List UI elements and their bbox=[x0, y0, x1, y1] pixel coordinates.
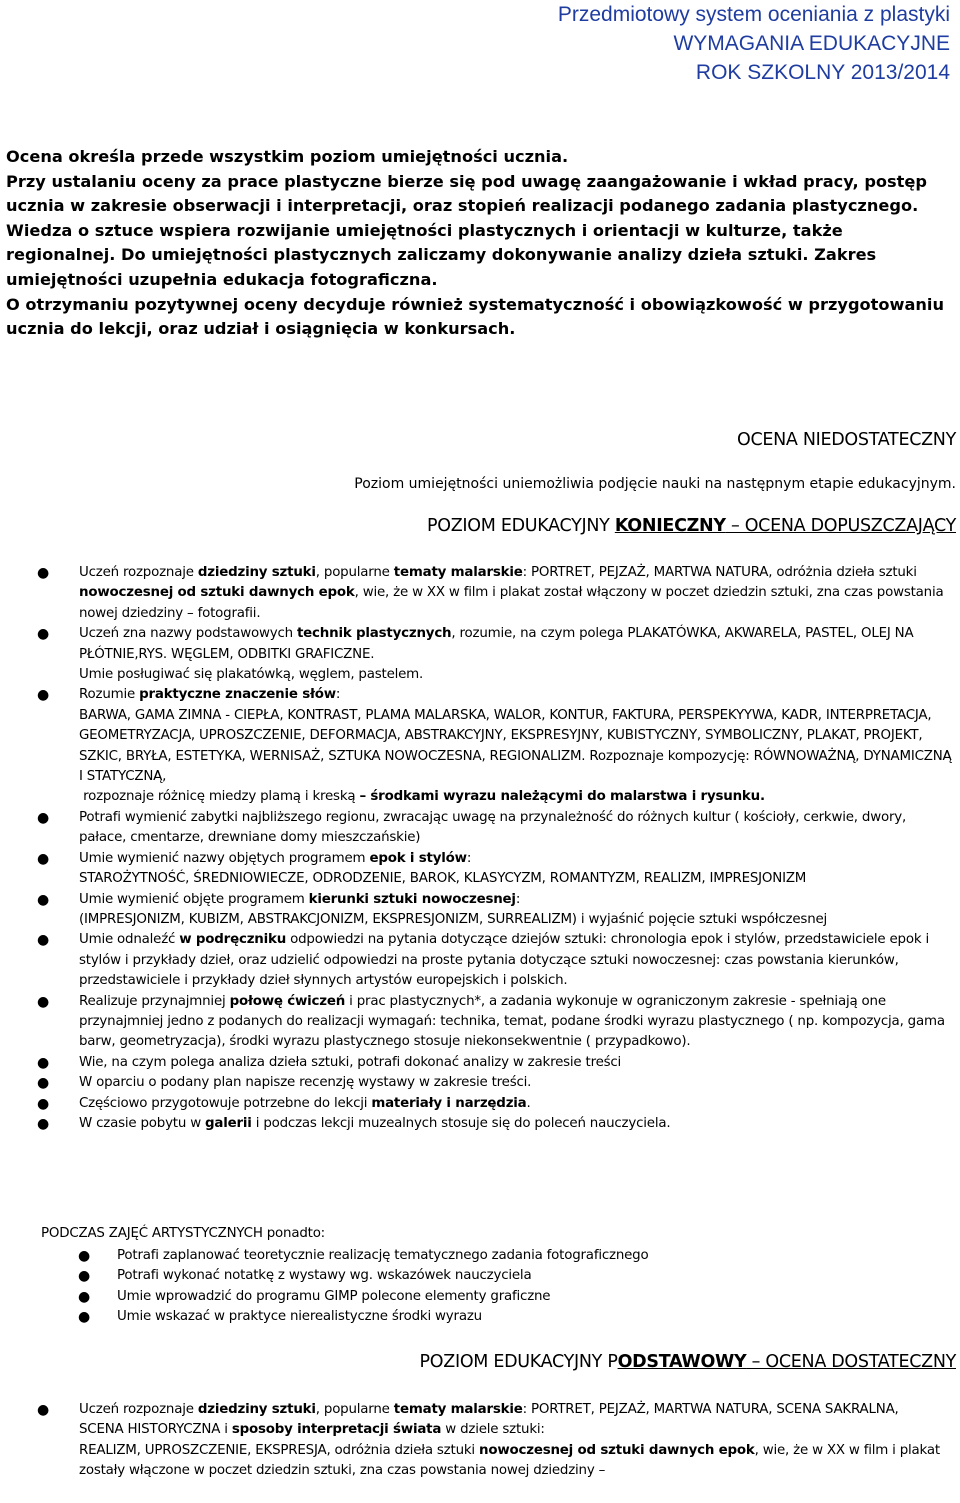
bullet-icon: ● bbox=[37, 687, 50, 704]
bullet-icon: ● bbox=[37, 1402, 50, 1418]
section-heading-niedostateczny: OCENA NIEDOSTATECZNY bbox=[736, 430, 956, 450]
list-item: ● Umie odnaleźć w podręczniku odpowiedzi na pytania dotyczące dziejów sztuki: chronologia epok i stylów, przedstawiciele epok i stylów i przykłady dzieł, oraz udzielić odpowiedzi na proste pytania dotyczące sztuki nowoczesnej: czas powstania kierunków, przedstawiciele i przykłady dzieł słynnych artystów europejskich i polskich. bbox=[37, 932, 929, 989]
list-item: ● Umie wymienić nazwy objętych programem epok i stylów: STAROŻYTNOŚĆ, ŚREDNIOWIECZE, ODRODZENIE, BAROK, KLASYCYZM, ROMANTYZM, REALIZM, IMPRESJONIZM bbox=[37, 850, 807, 887]
header-school-year: ROK SZKOLNY 2013/2014 bbox=[695, 61, 950, 84]
list-item: ● Częściowo przygotowuje potrzebne do lekcji materiały i narzędzia. bbox=[0, 1094, 960, 1114]
intro-paragraph: Ocena określa przede wszystkim poziom umiejętności ucznia. bbox=[6, 147, 569, 166]
list-item: ● W oparciu o podany plan napisze recenzję wystawy w zakresie treści. bbox=[0, 1073, 960, 1093]
list-item: ● Uczeń zna nazwy podstawowych technik plastycznych, rozumie, na czym polega PLAKATÓWKA, AKWARELA, PASTEL, OLEJ NA PŁÓTNIE,RYS. WĘGLEM, ODBITKI GRAFICZNE. Umie posługiwać się plakatówką, węglem, pastelem. bbox=[37, 626, 914, 683]
list-item: ● Umie wymienić objęte programem kierunki sztuki nowoczesnej: (IMPRESJONIZM, KUBIZM, ABSTRAKCJONIZM, EKSPRESJONIZM, SURREALIZM) i wyjaśnić pojęcie sztuki współczesnej bbox=[37, 891, 828, 927]
list-item: ● Umie wskazać w praktyce nierealistyczne środki wyrazu bbox=[0, 1307, 960, 1327]
artistic-classes-list bbox=[0, 1246, 960, 1328]
header-title: Przedmiotowy system oceniania z plastyki bbox=[557, 3, 950, 26]
bullet-icon: ● bbox=[37, 850, 50, 867]
list-item: ● Realizuje przynajmniej połowę ćwiczeń i prac plastycznych*, a zadania wykonuje w ograniczonym zakresie - spełniają one przynajmniej jedno z podanych do realizacji wymagań: technika, temat, podane środki wyrazu plastycznego ( np. kompozycja, gama barw, geometryzacja), środki wyrazu plastycznego stosuje niekonsekwentnie ( przypadkowo). bbox=[37, 993, 945, 1050]
bullet-icon: ● bbox=[37, 1095, 50, 1112]
bullet-icon: ● bbox=[37, 891, 50, 908]
intro-section bbox=[6, 145, 956, 342]
list-item: ● Rozumie praktyczne znaczenie słów: BARWA, GAMA ZIMNA - CIEPŁA, KONTRAST, PLAMA MALARSKA, WALOR, KONTUR, FAKTURA, PERSPEKYYWA, KADR, INTERPRETACJA, GEOMETRYZACJA, UPROSZCZENIE, DEFORMACJA, ABSTRAKCYJNY, EKSPRESYJNY, KUBISTYCZNY, SYMBOLICZNY, PLAKAT, PROJEKT, SZKIC, BRYŁA, ESTETYKA, WERNISAŻ, SZTUKA NOWOCZESNA, REGIONALIZM. Rozpoznaje kompozycję: RÓWNOWAŻNĄ, DYNAMICZNĄ I STATYCZNĄ, rozpoznaje różnicę miedzy plamą i kreską – środkami wyrazu należącymi do malarstwa i rysunku. bbox=[37, 687, 952, 805]
bullet-icon: ● bbox=[78, 1248, 91, 1264]
list-item: ● W czasie pobytu w galerii i podczas lekcji muzealnych stosuje się do poleceń nauczyciela. bbox=[0, 1114, 960, 1134]
intro-paragraph: O otrzymaniu pozytywnej oceny decyduje również systematyczność i obowiązkowość w przygotowaniu ucznia do lekcji, oraz udział i osiągnięcia w konkursach. bbox=[6, 294, 944, 339]
section-heading-podstawowy: POZIOM EDUKACYJNY PODSTAWOWY – OCENA DOSTATECZNY bbox=[419, 1352, 956, 1372]
list-item: ● Uczeń rozpoznaje dziedziny sztuki, popularne tematy malarskie: PORTRET, PEJZAŻ, MARTWA NATURA, odróżnia dzieła sztuki nowoczesnej od sztuki dawnych epok, wie, że w XX w film i plakat został włączony w poczet dziedzin sztuki, zna czas powstania nowej dziedziny – fotografii. bbox=[37, 565, 944, 621]
bullet-icon: ● bbox=[78, 1288, 91, 1305]
bullet-icon: ● bbox=[37, 1054, 50, 1071]
intro-paragraph: Przy ustalaniu oceny za prace plastyczne bierze się pod uwagę zaangażowanie i wkład pracy, postęp ucznia w zakresie obserwacji i interpretacji, oraz stopień realizacji podanego zadania plastycznego. bbox=[6, 171, 927, 216]
header-subtitle: WYMAGANIA EDUKACYJNE bbox=[673, 32, 950, 55]
bullet-icon: ● bbox=[37, 932, 50, 949]
section-heading-konieczny: POZIOM EDUKACYJNY KONIECZNY – OCENA DOPUSZCZAJĄCY bbox=[427, 516, 956, 536]
bullet-icon: ● bbox=[37, 809, 50, 826]
artistic-classes-heading: PODCZAS ZAJĘĆ ARTYSTYCZNYCH ponadto: bbox=[41, 1226, 325, 1241]
section-note-niedostateczny: Poziom umiejętności uniemożliwia podjęcie nauki na następnym etapie edukacyjnym. bbox=[354, 476, 956, 492]
bullet-icon: ● bbox=[37, 626, 50, 643]
list-item: ● Umie wprowadzić do programu GIMP polecone elementy graficzne bbox=[0, 1287, 960, 1307]
list-item: ● Potrafi wykonać notatkę z wystawy wg. wskazówek nauczyciela bbox=[0, 1266, 960, 1286]
bullet-icon: ● bbox=[37, 1075, 50, 1092]
bullet-icon: ● bbox=[37, 1115, 50, 1132]
bullet-icon: ● bbox=[37, 993, 50, 1010]
list-item: ● Uczeń rozpoznaje dziedziny sztuki, popularne tematy malarskie: PORTRET, PEJZAŻ, MARTWA NATURA, SCENA SAKRALNA, SCENA HISTORYCZNA i sposoby interpretacji świata w dziele sztuki: REALIZM, UPROSZCZENIE, EKSPRESJA, odróżnia dzieła sztuki nowoczesnej od sztuki dawnych epok, wie, że w XX w film i plakat zostały włączone w poczet dziedzin sztuki, zna czas powstania nowej dziedziny – bbox=[37, 1402, 940, 1479]
intro-paragraph: Wiedza o sztuce wspiera rozwijanie umiejętności plastycznych i orientacji w kulturze, także regionalnej. Do umiejętności plastycznych zaliczamy dokonywanie analizy dzieła sztuki. Zakres umiejętności uzupełnia edukacja fotograficzna. bbox=[6, 220, 877, 289]
bullet-icon: ● bbox=[78, 1309, 91, 1326]
list-item: ● Potrafi wymienić zabytki najbliższego regionu, zwracając uwagę na przynależność do różnych kultur ( kościoły, cerkwie, dwory, pałace, cmentarze, drewniane domy mieszczańskie) bbox=[37, 809, 907, 846]
konieczny-requirements-list bbox=[0, 563, 960, 1134]
bullet-icon: ● bbox=[78, 1268, 91, 1285]
bullet-icon: ● bbox=[37, 565, 50, 581]
list-item: ● Wie, na czym polega analiza dzieła sztuki, potrafi dokonać analizy w zakresie treści bbox=[0, 1053, 960, 1073]
document-header bbox=[558, 0, 950, 87]
podstawowy-requirements-list bbox=[0, 1400, 960, 1482]
list-item: ● Potrafi zaplanować teoretycznie realizację tematycznego zadania fotograficznego bbox=[0, 1246, 960, 1266]
